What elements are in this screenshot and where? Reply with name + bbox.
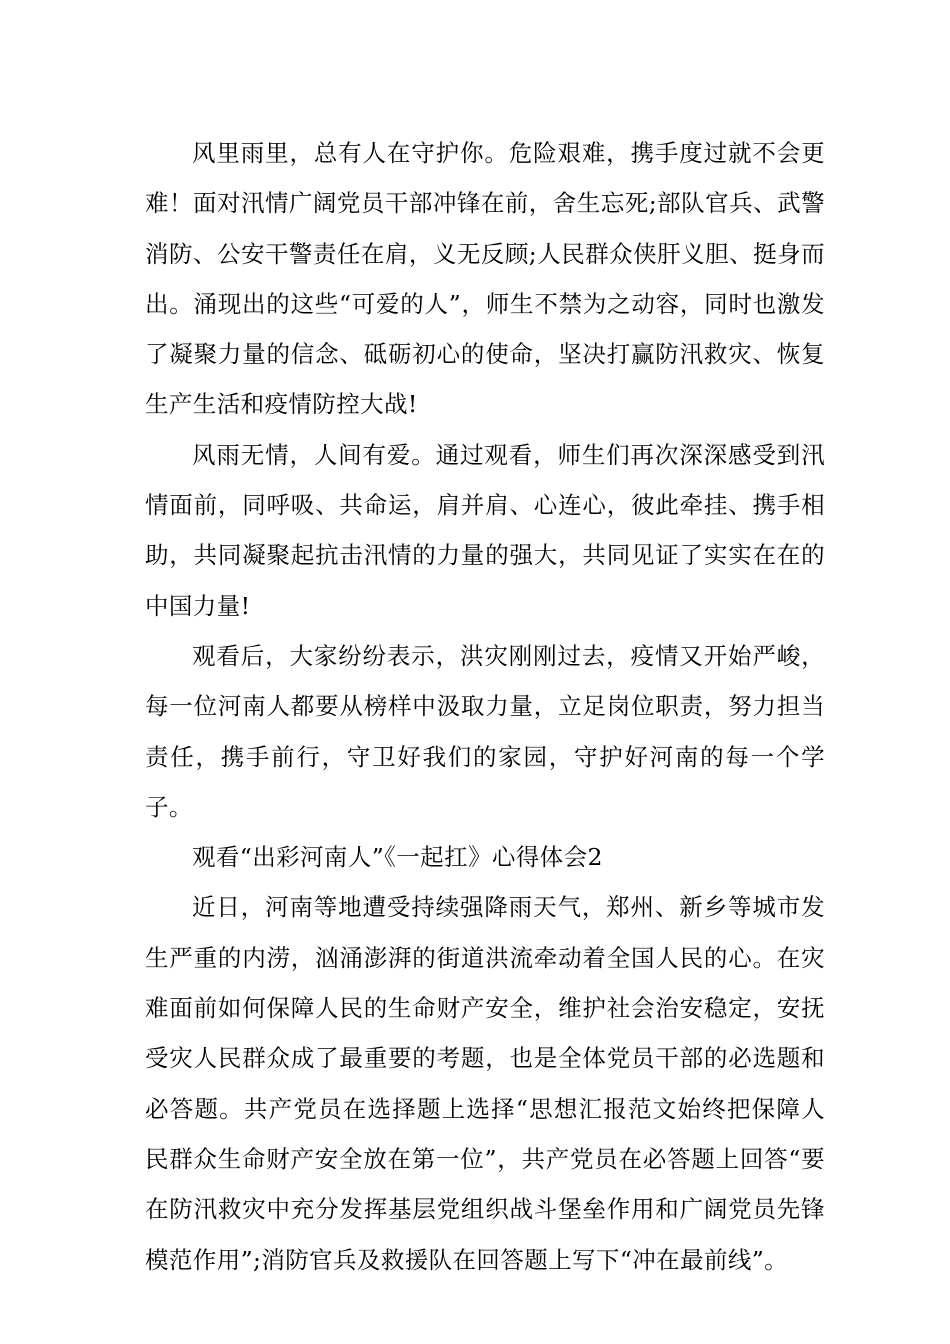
document-body <box>145 128 825 1285</box>
paragraph-4: 近日，河南等地遭受持续强降雨天气，郑州、新乡等城市发生严重的内涝，汹涌澎湃的街道洪流牵动着全国人民的心。在灾难面前如何保障人民的生命财产安全，维护社会治安稳定，安抚受灾人民群众成了最重要的考题，也是全体党员干部的必选题和必答题。共产党员在选择题上选择“思想汇报范文始终把保障人民群众生命财产安全放在第一位”，共产党员在必答题上回答“要在防汛救灾中充分发挥基层党组织战斗堡垒作用和广阔党员先锋模范作用”;消防官兵及救援队在回答题上写下“冲在最前线”。 <box>145 893 825 1274</box>
paragraph-1: 风里雨里，总有人在守护你。危险艰难，携手度过就不会更难！面对汛情广阔党员干部冲锋在前，舍生忘死;部队官兵、武警消防、公安干警责任在肩，义无反顾;人民群众侠肝义胆、挺身而出。涌现出的这些“可爱的人”，师生不禁为之动容，同时也激发了凝聚力量的信念、砥砺初心的使命，坚决打赢防汛救灾、恢复生产生活和疫情防控大战! <box>145 139 825 419</box>
section-heading: 观看“出彩河南人”《一起扛》心得体会2 <box>192 843 603 872</box>
paragraph-3: 观看后，大家纷纷表示，洪灾刚刚过去，疫情又开始严峻，每一位河南人都要从榜样中汲取力量，立足岗位职责，努力担当责任，携手前行，守卫好我们的家园，守护好河南的每一个学子。 <box>145 641 825 821</box>
paragraph-2: 风雨无情，人间有爱。通过观看，师生们再次深深感受到汛情面前，同呼吸、共命运，肩并肩、心连心，彼此牵挂、携手相助，共同凝聚起抗击汛情的力量的强大，共同见证了实实在在的中国力量! <box>145 440 825 620</box>
